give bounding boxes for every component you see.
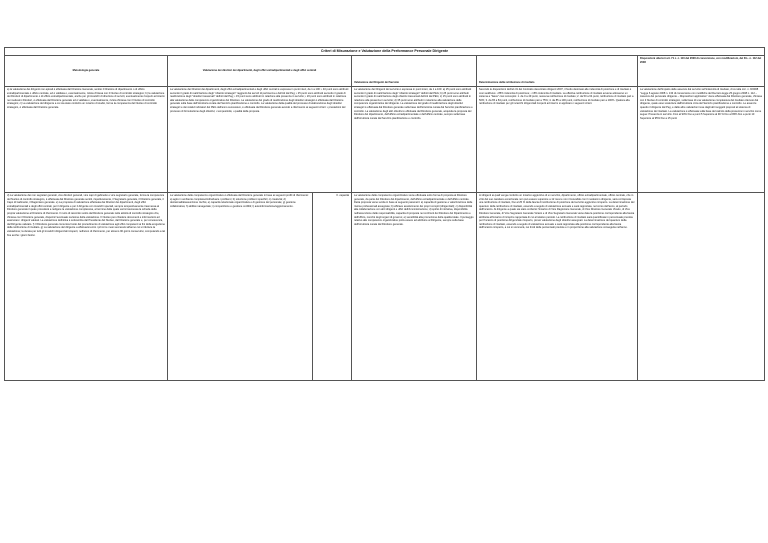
row2-metodologia-text: d) La valutazione dei non segretari generali, vice direttori generali, vice capi di gabinetto e vice segretario generale, ferma la competenza del Nucleo di controllo strategico, è effettuata dal Direttore generale sentiti, rispettivamente, il Segretario generale, il Direttore generale, il Capo di Gabinetto, il Ragioniere generale. e) La proposta di valutazione effettuata dai Direttori dei dipartimenti, degli uffici extradipartimentali e degli uffici centrali, per il dirigente e per il dirigente con incarichi speciali, sempre tempestivamente trasmessa al Direttore generale il quale procederà a redigere la valutazione complessiva, al termine della quale verrà trasmessa la scheda della propria valutazione al Direttore di riferimento. Il ruolo di raccordo svolto dal Direttore generale nelle attività di controllo strategico che, d'intesa con il Direttore generale, disporrà l'eventuale revisione della valutazione. Il Nucleo può chiedere documenti e informazioni ad assicurare i dirigenti valutati. La valutazione definitiva è sottoscritta dal Presidente del Nucleo, dal Direttore generale e, per conoscenza, dal Dirigente valutato. f) Il Direttore generale comunica l'esito del procedimento di valutazione agli uffici competenti ai fini della erogazione della retribuzione di risultato. g) La valutazione del dirigente a effettuarsi entro i primi tre mesi successivi all'anno cui si riferisce la valutazione; la durata per tutti gli incarichi dirigenziali ricoperti, nell'anno di riferimento, per almeno 90 giorni consecutivi, computando a tal fine anche i giorni festivi. [5,193,168,381]
row1-valutazione-direttori-text: La valutazione dei Direttori dei dipartimenti, degli uffici extradipartimentali e degli uffici centrali è espressa in punti interi, da 1 a 100: • 40 punti sono attribuiti secondo il grado di realizzazione degli "obiettivi strategici" raggiunti dai servizi di pertinenza e definiti dal Peg; • 25 punti sono attribuiti secondo il grado di realizzazione degli "obiettivi trasversali" definiti dal Peg; • 15 punti sono attribuiti in relazione alla presenza in servizio; • 20 punti sono attribuiti in relazione alla valutazione delle competenze organizzative del Direttore. La valutazione del grado di realizzazione degli obiettivi strategici è effettuata dal Direttore generale sulla base dell'istruttoria curata dal Servizio pianificazione e controllo. La valutazione della qualità del processo di elaborazione degli obiettivi strategici e dei relativi indicatori del PEG dell'anno successivo, è effettuata dal Direttore generale avendo a riferimento ai seguenti criteri: • prestazioni del processo di formulazione degli obiettivi; • tempestività; • qualità della proposta. [168,87,352,193]
row1-disposizioni-text: La valutazione dell'impatto delle assenze dal servizio sull'indennità di risultato, di cui alla circ. n. 8/2008 "Legge 6 agosto 2008 n. 133 di conversione con modifiche del Decreto legge 25 giugno 2008 n. 112 – Assenze del personale dirigente – Disposizioni applicative" viene effettuata dal Direttore generale, d'intesa con il Nucleo di controllo strategico, sulla base di una valutazione complessiva del risultato ottenuto dal dirigente, quale esso scaturisce dall'istruttoria circa del Servizio pianificazione e controllo. Le assenze quando il dirigente dal Peg, e dalle altre valutazioni rese dagli altri soggetti preposti al sistema di valutazione del risultato. La valutazione è effettuata sulla base del calcolo della presenza in servizio come segue: Presenza in servizio. Fino al 90% fino a punti 5 Superiore al 90 % fino al 95% fino a punti 10 Superiore al 95% fino a 15 punti [638,87,765,193]
row2-disposizioni-text [638,193,765,381]
row1-metodologia-text: a) la valutazione dei dirigenti non apicali è effettuata dal Direttore Generale, sentito il Direttore di dipartimento o di ufficio extradipartimentale o ufficio centrale, ed è validata o, eventualmente, rivista d'intesa con il Nucleo di controllo strategico; b) la valutazione dei Direttori di dipartimento o di ufficio extradipartimentale, anche per gli incarichi di direzione di servizi, eventualmente ricoperti ad interim nei medesimi Direttori, è effettuata dal Direttore generale ed è validata o, eventualmente, rivista d'intesa con il Nucleo di controllo strategico; c) La valutazione del dirigente a cui sia stato conferito un incarico di studio, ferma la competenza del Nucleo di controllo strategico, è effettuata dal Direttore generale. [5,87,168,193]
header-valutazione-direttori: Valutazione dei direttori dei dipartimenti, degli uffici extradipartimentali e degli uffici centrali [168,56,352,87]
row2-valutazione-dirigenti-text: La valutazione delle competenze organizzative viene effettuata sotto forma di proposta al Direttore generale, da parte del Direttore del dipartimento, dell'ufficio extradipartimentale o dell'ufficio centrale. Detta proposta viene svolta in base ai seguenti parametri: a) capacità di gestione e valorizzazione delle risorse professionali assegnate; b) efficace assolvimento dei propri compiti (dirigenziali); c) disponibilità alla collaborazione con altri dirigenti e uffici dell'Amministrazione; d) spirito di iniziativa, disponibilità nell'assunzione delle responsabilità, capacità di proposta nei confronti del Direttore del Dipartimento e dell'ufficio, nonché degli organi di governo; e) sensibilità alla promozione della qualità totale. Il punteggio relativo alle competenze organizzative potrà essere ad attribuire al Dirigente, sempre sulla base dell'istruttoria curata dal Direttore generale. [352,193,477,381]
header-metodologia: Metodologia generale [5,56,168,87]
row2-valutazione-note: ft. capacità [313,193,352,381]
header-valutazione-dirigenti: Valutazione dei Dirigenti del Servizio [352,56,477,87]
header-retribuzione-risultato: Determinazione della retribuzione di risultato [477,56,638,87]
row2-retribuzione-text: Ai dirigenti ai quali venga conferito un incarico aggiuntivo di un servizio, dipartimento, ufficio extradipartimentale, ufficio centrale, che in virtù del suo carattere eccezionale non può essere superiore a 12 mesi e non rinnovabile con il medesimo dirigente, sarà corrisposta una retribuzione di risultato, fino al 25 % della fascia di retribuzione di posizione del servizio aggiuntivo ricoperto. La determinazione del quantum della retribuzione di risultato, essendo a seguito di valutazione annuale e sarà rapportata, nel corso dell'anno, al periodo dell'incarico. Al dirigente a quale sia stato conferito l'incarico di Vice Ragioniere Generale, di Vice Direttore Generale Vicario, di Vice Direttore Generale, di Vice Segretario Generale Vicario e di Vice Segretario Generale viene data la posizione corrispondente alla fascia attribuita all'incarico di ricoprire rapportata di cui al relativo periodo. La retribuzione di risultato sarà quantificata in percentuale prevista per l'incarico di posizione dirigenziale ricoperto, previo valutazione degli obiettivi assegnati. La determinazione del quantum della retribuzione di risultato, essendo a seguito di valutazione annuale e sarà rapportata alla posizione corrispondente alla fascia dell'incarico ricoperto, a cui si sommerà, nei limiti delle percentuali previste e in proporzione alla valutazione conseguita nell'anno. [477,193,638,381]
header-disposizioni-ulteriori: Disposizioni ulteriori art. 71 c. c. 110 del 2008 di conversione, con modificazioni, del D.L. n. 112 del 2008 [638,56,765,87]
criteria-table [4,47,765,381]
row1-retribuzione-text: Secondo le disposizioni dell'art.31 del Contratto decentrato dirigenti 2007, il fondo destinato alle indennità di posizione e di risultato è così suddiviso: • 85% indennità di posizione; • 15% indennità di risultato. La effettiva retribuzione di risultato avviene attraverso un sistema a "fasce" così concepito: 1. da 0 a 49 punti, nessuna retribuzione di risultato; 2. da 50 a 64 punti, retribuzione di risultato pari a 50%; 3. da 65 a 84 punti, retribuzione di risultato pari a 75%; 4. da 85 a 100 punti, retribuzione di risultato pari a 100%. Qualora alla retribuzione di risultato per gli incarichi dirigenziali ricoperti ad interim si applicano i seguenti criteri. [477,87,638,193]
row2-valutazione-direttori-text: La valutazione delle competenze organizzative è effettuata dal Direttore generale in base ai seguenti profili di riferimento: a) agire in ambiente complesso/individuare i problemi; b) soluzione problemi specifici; c) creatività; d) decisionalità/assunzione rischio; e) capacità relazionale organizzativa e di gestione del personale; g) gestione collaborativa; h) abilità manageriale; i) competizione e gestione conflitti; l) autoinformazione/aggiornamento. [168,193,313,381]
row1-valutazione-dirigenti-text: La valutazione dei Dirigenti del servizio è espressa in punti interi, da 1 a 100: a) 25 punti sono attribuiti secondo il grado di realizzazione degli "obiettivi strategici" definiti dal PEG; b) 25 punti sono attribuiti secondo il grado di realizzazione degli obiettivi trasversali definiti dal PEG; c) 15 punti sono attribuiti in relazione alla presenza in servizio; d) 35 punti sono attribuiti in relazione alla valutazione delle competenze organizzative del dirigente. La valutazione del grado di realizzazione degli obiettivi strategici è effettuata dal Direttore generale sulla base dell'istruttoria curata dal Servizio pianificazione e controllo. La valutazione degli altri obiettivi è effettuata dal Direttore generale, acquisita la proposta del Direttore del dipartimento, dell'ufficio extradipartimentale o dell'ufficio centrale, sempre sulla base dell'istruttoria curata dal Servizio pianificazione e controllo. [352,87,477,193]
document-title: Criteri di Misurazione e Valutazione della Performance Personale Dirigente [5,48,765,56]
